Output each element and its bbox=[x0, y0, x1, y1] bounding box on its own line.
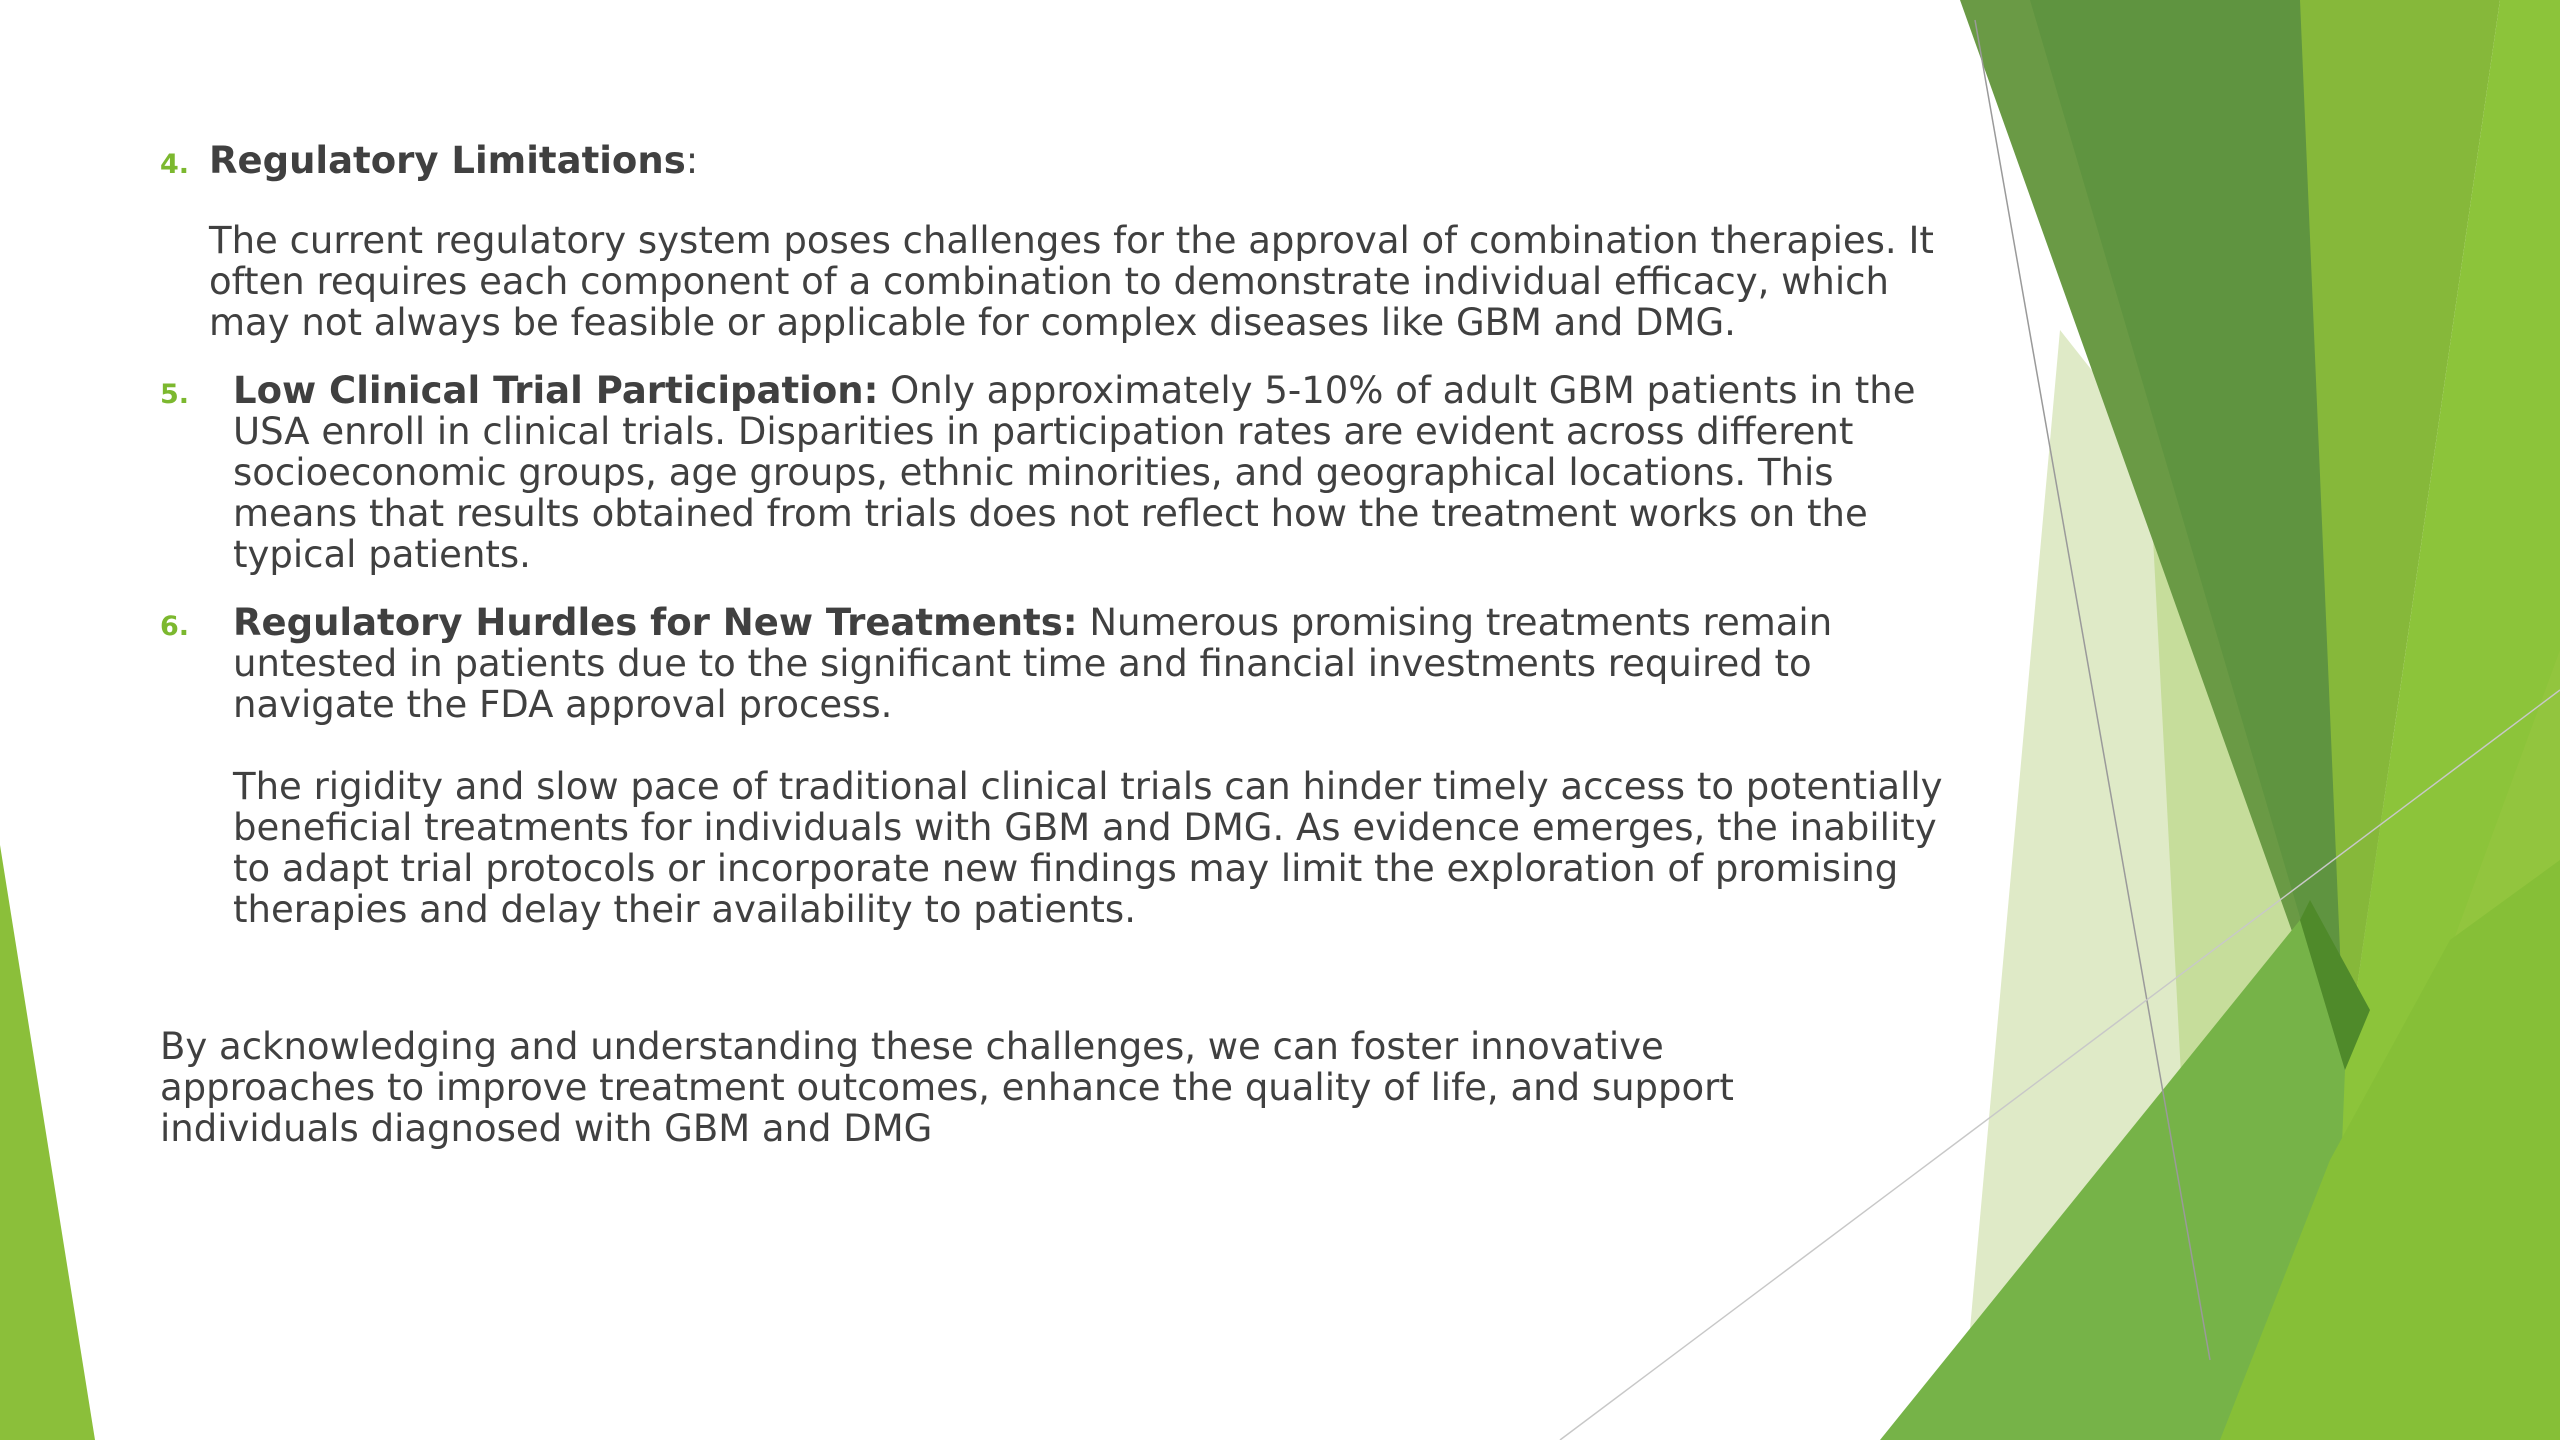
item-body bbox=[233, 602, 1950, 725]
item-lead: Low Clinical Trial Participation: bbox=[233, 369, 879, 412]
list-item-low-clinical-trial-participation bbox=[160, 370, 1950, 575]
conclusion-paragraph: By acknowledging and understanding these challenges, we can foster innovative approaches to improve treatment outcomes, enhance the quality of life, and support individuals diagnosed with GBM and DMG bbox=[160, 1025, 1734, 1150]
item-heading bbox=[209, 140, 1950, 181]
item-lead-suffix: : bbox=[685, 139, 699, 182]
item-lead: Regulatory Limitations bbox=[209, 139, 686, 182]
item-body bbox=[233, 370, 1950, 575]
left-green-sliver bbox=[0, 845, 95, 1440]
item-lead: Regulatory Hurdles for New Treatments: bbox=[233, 601, 1078, 644]
list-number: 5. bbox=[160, 379, 190, 410]
item-text: Numerous promising treatments remain untested in patients due to the significant time and financial investments required to navigate the FDA approval process. bbox=[233, 601, 1833, 726]
item-paragraph: The current regulatory system poses challenges for the approval of combination therapies. It often requires each component of a combination to demonstrate individual efficacy, which may not always be feasible or applicable for complex diseases like GBM and DMG. bbox=[209, 219, 1934, 344]
list-number: 6. bbox=[160, 611, 190, 642]
list-item-regulatory-limitations bbox=[160, 140, 1950, 343]
slide-content bbox=[160, 140, 1950, 1149]
list-number: 4. bbox=[160, 149, 190, 180]
item-text: Only approximately 5-10% of adult GBM patients in the USA enroll in clinical trials. Disparities in participation rates are evident across different socioeconomic groups, age groups, ethnic minorities, and geographical locations. This means that results obtained from trials does not reflect how the treatment works on the typical patients. bbox=[233, 369, 1916, 576]
list-item-regulatory-hurdles bbox=[160, 602, 1950, 930]
item-paragraph: The rigidity and slow pace of traditional clinical trials can hinder timely access to potentially beneficial treatments for individuals with GBM and DMG. As evidence emerges, the inability to adapt trial protocols or incorporate new findings may limit the exploration of promising therapies and delay their availability to patients. bbox=[233, 765, 1943, 931]
